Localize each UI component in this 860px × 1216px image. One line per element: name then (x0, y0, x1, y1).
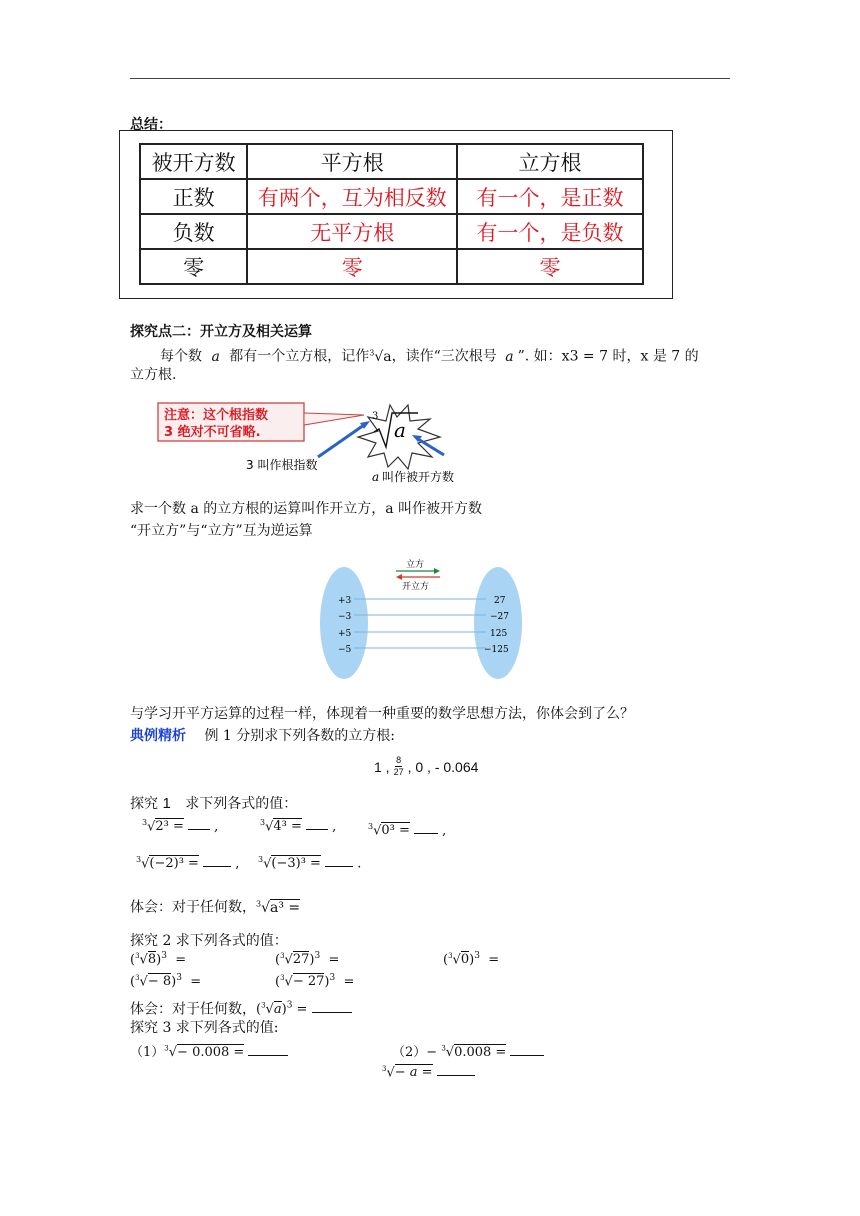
answer-blank[interactable] (510, 1055, 544, 1056)
intro-text: 每个数 (160, 348, 202, 365)
explore1-number: 1 (162, 795, 171, 812)
table-cell: 正数 (140, 179, 247, 214)
answer-blank[interactable] (248, 1055, 288, 1056)
example-numbers (374, 755, 478, 778)
right-value: −27 (490, 612, 509, 622)
explore2-title: 探究 2 求下列各式的值： (130, 933, 288, 949)
answer-blank[interactable] (437, 1075, 475, 1076)
item-prefix: （2）− (392, 1045, 438, 1060)
expr: − a = (394, 1065, 433, 1081)
section-title: 探究点二：开立方及相关运算 (130, 324, 312, 340)
explore1-instruction: 求下列各式的值： (185, 796, 298, 812)
table-cell: 负数 (140, 214, 247, 249)
right-value: 27 (494, 596, 506, 606)
explore1-item: $^3$√2³ = , (142, 818, 219, 835)
table-header-cell: 平方根 (247, 144, 457, 179)
expr: 8 (147, 952, 157, 968)
fraction-denominator: 27 (393, 767, 404, 777)
left-value: −5 (338, 645, 352, 655)
intro-text: 都有一个立方根，记作 (229, 348, 370, 365)
explore2-item: $(^3√- 27)^3$ = (275, 973, 355, 990)
explore3-item2: （2）− $^3$√0.008 = (392, 1041, 544, 1060)
explore1-item: $^3$√(−3)³ = . (258, 855, 362, 872)
cbrt-a-cubed: $^3$√a³ = (256, 899, 301, 916)
left-value: −3 (338, 612, 352, 622)
table-cell: 零 (140, 249, 247, 284)
note-line1: 注意：这个根指数 (164, 408, 269, 423)
cbrt-a-cubed-expr: $(^3√a)^3$ = (256, 1001, 312, 1018)
inverse-text: “开立方”与“立方”互为逆运算 (130, 523, 313, 539)
table-cell: 零 (457, 249, 643, 284)
forward-label: 立方 (406, 560, 425, 570)
answer-blank[interactable] (414, 833, 438, 834)
cbrt-a-inline: $^3$√a (369, 348, 392, 365)
explore1-item: $^3$√(−2)³ = , (136, 855, 240, 872)
inverse-arrowhead (396, 574, 402, 580)
explore2-item: $(^3√27)^3$ = (275, 951, 340, 968)
expr: − 0.008 = (177, 1045, 245, 1060)
answer-blank[interactable] (203, 866, 231, 867)
explore3-item3: $^3$√− a = (382, 1065, 475, 1080)
table-cell: 零 (247, 249, 457, 284)
fraction-numerator: 8 (396, 755, 402, 765)
answer-blank[interactable] (188, 829, 210, 830)
expr: a³ = (270, 899, 301, 916)
left-ellipse (320, 567, 368, 679)
expr: 0.008 = (454, 1045, 507, 1060)
right-value: 125 (490, 629, 508, 639)
explore2-item: $(^3√0)^3$ = (443, 951, 500, 968)
intro-text: ，读作“三次根号 (391, 348, 497, 365)
expr: 2³ = (155, 819, 184, 835)
reflection-text: 与学习开平方运算的过程一样，体现着一种重要的数学思想方法，你体会到了么？ (130, 706, 634, 722)
explore1-item: $^3$√4³ = , (260, 818, 337, 835)
table-row (140, 179, 643, 214)
intro-paragraph (160, 342, 699, 368)
inverse-label: 开立方 (402, 582, 430, 592)
explore1-item: $^3$√0³ = , (368, 822, 447, 839)
summary-title: 总结： (130, 117, 172, 133)
explore2-item: $(^3√8)^3$ = (130, 951, 187, 968)
table-header-cell: 立方根 (457, 144, 643, 179)
right-value: −125 (484, 645, 509, 655)
fraction (394, 755, 404, 778)
definition-text: 求一个数 a 的立方根的运算叫作开立方，a 叫作被开方数 (130, 501, 483, 517)
radical-index: 3 (372, 411, 379, 422)
intro-text: ”. 如：x3 = 7 时，x 是 7 的 (517, 348, 699, 365)
radical-figure (150, 395, 510, 487)
explore1-title (130, 793, 297, 815)
table-cell: 有一个，是负数 (457, 214, 643, 249)
expr: − 27 (292, 974, 325, 990)
table-header-cell: 被开方数 (140, 144, 247, 179)
index-label: 3 叫作根指数 (246, 458, 318, 472)
conclusion-text: 体会：对于任何数， (130, 1001, 256, 1018)
right-ellipse (474, 567, 522, 679)
intro-var: a (211, 348, 220, 365)
summary-table (139, 143, 644, 285)
table-cell: 无平方根 (247, 214, 457, 249)
table-row (140, 249, 643, 284)
table-row (140, 214, 643, 249)
index-arrow (318, 425, 364, 457)
explore2-item: $(^3√- 8)^3$ = (130, 973, 202, 990)
explore3-title: 探究 3 求下列各式的值: (130, 1020, 279, 1036)
expr: − 8 (147, 974, 172, 990)
number-one: 1 , (374, 758, 390, 775)
answer-blank[interactable] (306, 829, 328, 830)
note-pointer (304, 413, 364, 425)
radicand-label: 叫作被开方数 (382, 470, 455, 484)
left-value: +3 (338, 596, 352, 606)
conclusion-text: 体会：对于任何数， (130, 899, 256, 916)
table-cell: 有一个，是正数 (457, 179, 643, 214)
explore1-label: 探究 (130, 796, 158, 812)
table-cell: 有两个，互为相反数 (247, 179, 457, 214)
table-header-row (140, 144, 643, 179)
answer-blank[interactable] (325, 866, 353, 867)
note-line2: 3 绝对不可省略. (164, 425, 261, 440)
example-heading: 典例精析 (130, 728, 186, 744)
expr: 27 (292, 952, 310, 968)
number-rest: , 0 , - 0.064 (407, 758, 479, 775)
radical-radicand: a (394, 418, 406, 442)
explore1-conclusion (130, 893, 300, 919)
cube-mapping-diagram (318, 555, 538, 685)
expr: 0 (460, 952, 470, 968)
example-line (130, 725, 395, 747)
expr: (−2)³ = (149, 856, 199, 872)
explore3-item1: $(1)^3√- 0.008$ = (130, 1041, 288, 1060)
expr: (−3)³ = (271, 856, 321, 872)
forward-arrowhead (434, 568, 440, 574)
intro-var: a (505, 348, 514, 365)
example-text: 例 1 分别求下列各数的立方根: (204, 728, 395, 744)
left-value: +5 (338, 629, 352, 639)
expr: 0³ = (381, 823, 410, 839)
header-rule (130, 78, 730, 79)
answer-blank[interactable] (312, 1012, 352, 1013)
radicand-label-var: a (372, 470, 380, 484)
expr: 4³ = (273, 819, 302, 835)
intro-line2: 立方根. (130, 367, 177, 383)
item-prefix: （1） (130, 1045, 165, 1060)
